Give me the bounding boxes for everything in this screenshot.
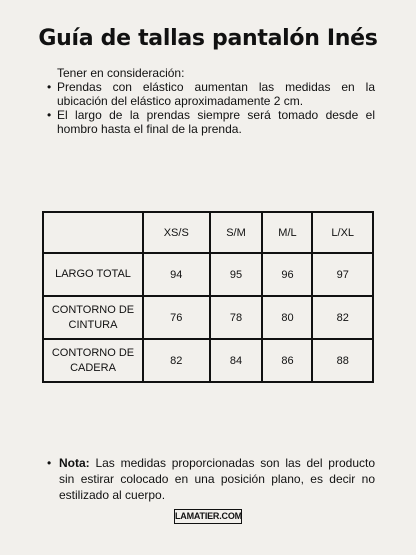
footnote-label: Nota: (59, 456, 90, 470)
considerations-block (47, 66, 375, 136)
footnote-text: Las medidas proporcionadas son las del producto sin estirar colocado en una posición plano, es decir no estilizado al cuerpo. (59, 456, 375, 502)
column-header-xs-s: XS/S (143, 212, 210, 253)
table-cell: 82 (312, 296, 373, 339)
considerations-intro: Tener en consideración: (57, 66, 185, 80)
table-row (43, 253, 373, 296)
row-label: CONTORNO DE CINTURA (43, 296, 143, 339)
table-cell: 78 (210, 296, 263, 339)
table-row (43, 339, 373, 382)
table-cell: 86 (262, 339, 312, 382)
table-corner-cell (43, 212, 143, 253)
column-header-s-m: S/M (210, 212, 263, 253)
table-cell: 96 (262, 253, 312, 296)
table-cell: 95 (210, 253, 263, 296)
row-label: CONTORNO DE CADERA (43, 339, 143, 382)
considerations-list (47, 80, 375, 136)
list-item: • El largo de la prendas siempre será tomado desde el hombro hasta el final de la prenda. (47, 108, 375, 136)
table-cell: 97 (312, 253, 373, 296)
table-row (43, 296, 373, 339)
size-table (42, 211, 374, 383)
brand-badge: LAMATIER.COM (174, 509, 242, 524)
footnote (47, 455, 375, 503)
table-cell: 82 (143, 339, 210, 382)
column-header-l-xl: L/XL (312, 212, 373, 253)
row-label: LARGO TOTAL (43, 253, 143, 296)
table-cell: 88 (312, 339, 373, 382)
table-cell: 94 (143, 253, 210, 296)
table-header-row (43, 212, 373, 253)
table-cell: 76 (143, 296, 210, 339)
list-item: • Prendas con elástico aumentan las medidas en la ubicación del elástico aproximadamente 2 cm. (47, 80, 375, 108)
table-cell: 80 (262, 296, 312, 339)
page-title: Guía de tallas pantalón Inés (38, 26, 378, 51)
column-header-m-l: M/L (262, 212, 312, 253)
table-cell: 84 (210, 339, 263, 382)
